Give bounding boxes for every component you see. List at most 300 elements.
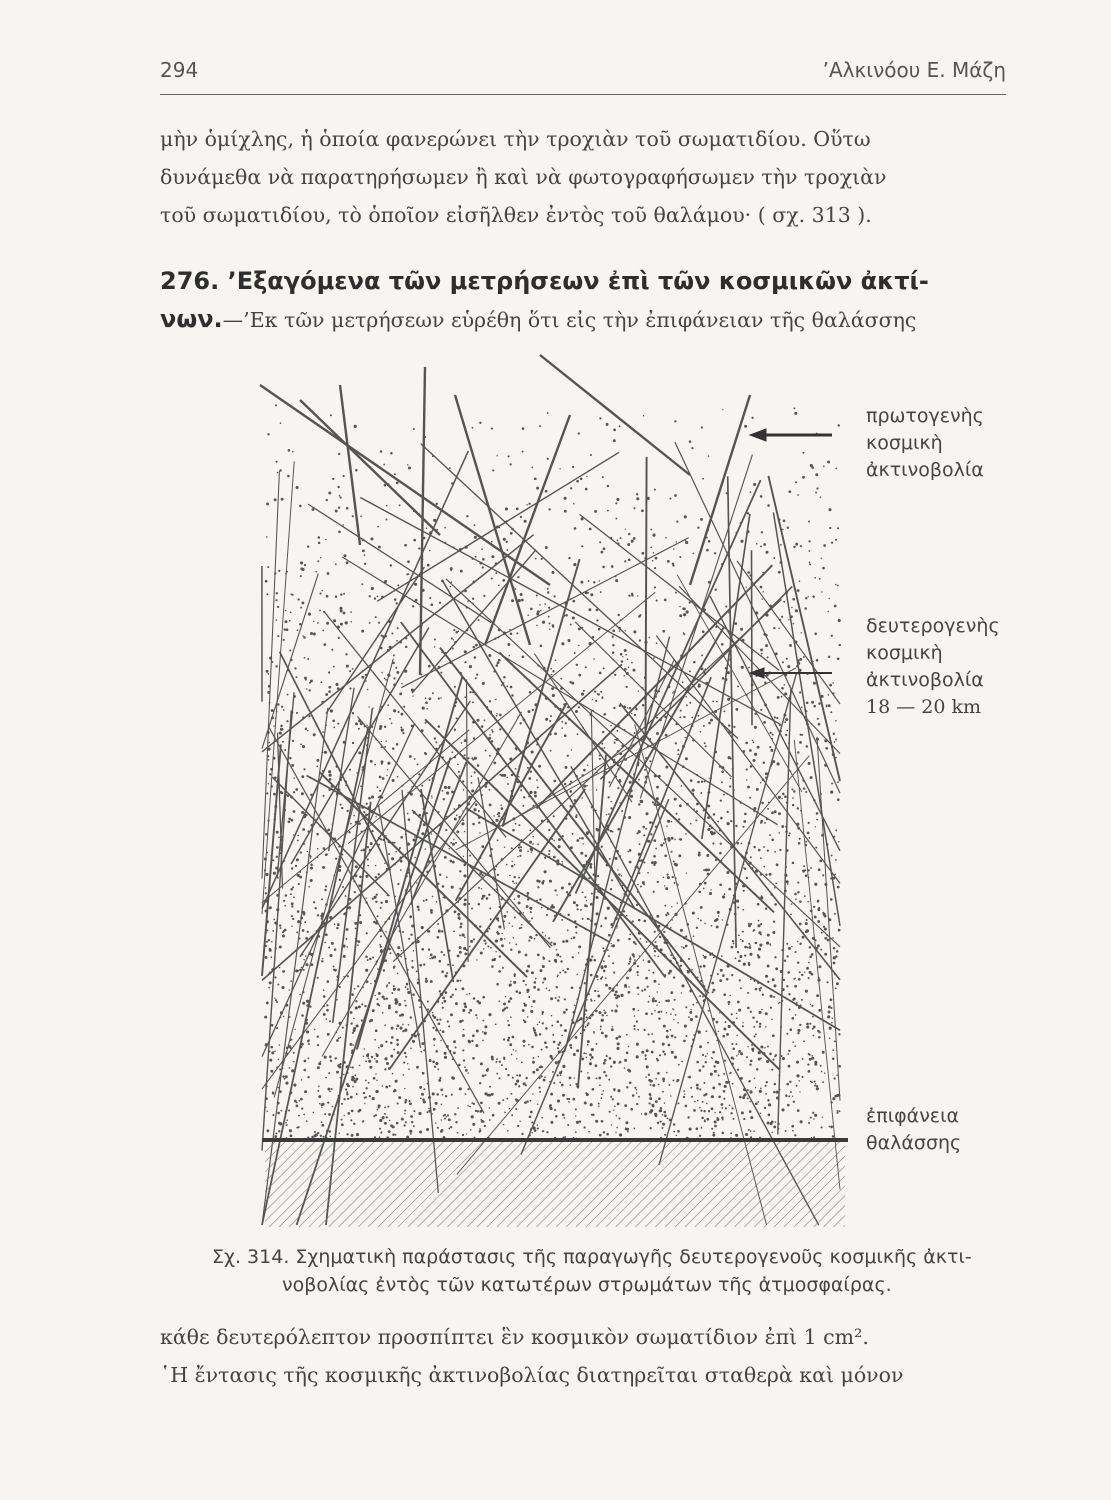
stipple-dot bbox=[606, 423, 609, 426]
stipple-dot bbox=[577, 908, 579, 910]
stipple-dot bbox=[806, 1023, 809, 1026]
stipple-dot bbox=[761, 1009, 763, 1011]
stipple-dot bbox=[836, 1112, 838, 1114]
stipple-dot bbox=[707, 805, 710, 808]
stipple-dot bbox=[797, 1029, 800, 1032]
stipple-dot bbox=[747, 571, 750, 574]
stipple-dot bbox=[637, 1029, 639, 1031]
stipple-dot bbox=[772, 1034, 775, 1037]
stipple-dot bbox=[411, 1121, 413, 1123]
stipple-dot bbox=[392, 1125, 395, 1128]
stipple-dot bbox=[506, 685, 508, 687]
stipple-dot bbox=[598, 1105, 600, 1107]
stipple-dot bbox=[367, 858, 369, 860]
stipple-dot bbox=[534, 1129, 537, 1132]
stipple-dot bbox=[601, 1014, 603, 1016]
stipple-dot bbox=[274, 1135, 277, 1138]
stipple-dot bbox=[656, 1058, 658, 1060]
stipple-dot bbox=[606, 1015, 608, 1017]
stipple-dot bbox=[319, 610, 321, 612]
stipple-dot bbox=[838, 619, 841, 622]
stipple-dot bbox=[599, 417, 601, 419]
stipple-dot bbox=[750, 978, 752, 980]
stipple-dot bbox=[518, 951, 521, 954]
stipple-dot bbox=[658, 1084, 660, 1086]
stipple-dot bbox=[378, 622, 380, 624]
stipple-dot bbox=[321, 1121, 323, 1123]
stipple-dot bbox=[722, 1119, 724, 1121]
stipple-dot bbox=[569, 1044, 572, 1047]
stipple-dot bbox=[316, 759, 319, 762]
caption-line: νοβολίας ἐντὸς τῶν κατωτέρων στρωμάτων τῆς ἀτμοσφαίρας. bbox=[282, 1274, 892, 1296]
stipple-dot bbox=[547, 458, 549, 460]
stipple-dot bbox=[503, 1038, 505, 1040]
stipple-dot bbox=[728, 888, 731, 891]
stipple-dot bbox=[520, 927, 522, 929]
stipple-dot bbox=[737, 906, 739, 908]
stipple-dot bbox=[336, 1071, 339, 1074]
stipple-dot bbox=[361, 1019, 363, 1021]
stipple-dot bbox=[809, 562, 811, 564]
stipple-dot bbox=[672, 563, 674, 565]
stipple-dot bbox=[368, 797, 371, 800]
stipple-dot bbox=[557, 1047, 559, 1049]
stipple-dot bbox=[802, 936, 805, 939]
stipple-dot bbox=[304, 564, 306, 566]
stipple-dot bbox=[306, 688, 308, 690]
stipple-dot bbox=[569, 790, 572, 793]
stipple-dot bbox=[502, 579, 505, 582]
stipple-dot bbox=[594, 510, 597, 513]
stipple-dot bbox=[700, 920, 702, 922]
stipple-dot bbox=[802, 1058, 804, 1060]
stipple-dot bbox=[627, 543, 630, 546]
stipple-dot bbox=[400, 713, 403, 716]
stipple-dot bbox=[310, 632, 313, 635]
stipple-dot bbox=[552, 670, 554, 672]
stipple-dot bbox=[765, 975, 768, 978]
stipple-dot bbox=[602, 566, 605, 569]
stipple-dot bbox=[549, 628, 551, 630]
stipple-dot bbox=[474, 656, 477, 659]
stipple-dot bbox=[613, 971, 615, 973]
stipple-dot bbox=[638, 803, 640, 805]
stipple-dot bbox=[752, 1016, 754, 1018]
stipple-dot bbox=[795, 609, 798, 612]
stipple-dot bbox=[788, 1095, 790, 1097]
stipple-dot bbox=[598, 1103, 600, 1105]
stipple-dot bbox=[380, 946, 382, 948]
stipple-dot bbox=[471, 908, 473, 910]
stipple-dot bbox=[521, 599, 524, 602]
stipple-dot bbox=[786, 943, 788, 945]
stipple-dot bbox=[601, 976, 603, 978]
stipple-dot bbox=[533, 986, 536, 989]
stipple-dot bbox=[323, 795, 325, 797]
stipple-dot bbox=[599, 1134, 602, 1137]
stipple-dot bbox=[285, 894, 288, 897]
stipple-dot bbox=[546, 988, 548, 990]
stipple-dot bbox=[374, 995, 375, 996]
stipple-dot bbox=[276, 461, 278, 463]
stipple-dot bbox=[749, 1110, 752, 1113]
stipple-dot bbox=[512, 829, 515, 832]
stipple-dot bbox=[606, 1133, 609, 1136]
stipple-dot bbox=[648, 1001, 650, 1003]
stipple-dot bbox=[453, 930, 455, 932]
stipple-dot bbox=[619, 1061, 622, 1064]
stipple-dot bbox=[481, 548, 483, 550]
stipple-dot bbox=[641, 509, 644, 512]
stipple-dot bbox=[340, 593, 342, 595]
stipple-dot bbox=[422, 1072, 425, 1075]
stipple-dot bbox=[565, 722, 567, 724]
stipple-dot bbox=[702, 630, 705, 633]
stipple-dot bbox=[431, 957, 434, 960]
stipple-dot bbox=[839, 1110, 841, 1112]
stipple-dot bbox=[628, 667, 630, 669]
stipple-dot bbox=[338, 453, 340, 455]
stipple-dot bbox=[468, 1012, 470, 1014]
stipple-dot bbox=[392, 1073, 394, 1075]
stipple-dot bbox=[829, 1126, 831, 1128]
stipple-dot bbox=[330, 709, 333, 712]
stipple-dot bbox=[643, 1029, 645, 1031]
stipple-dot bbox=[438, 960, 441, 963]
stipple-dot bbox=[629, 958, 631, 960]
stipple-dot bbox=[377, 526, 379, 528]
stipple-dot bbox=[685, 1006, 687, 1008]
stipple-dot bbox=[783, 979, 785, 981]
stipple-dot bbox=[572, 833, 574, 835]
stipple-dot bbox=[610, 725, 612, 727]
stipple-dot bbox=[353, 1018, 355, 1020]
stipple-dot bbox=[615, 991, 618, 994]
stipple-dot bbox=[554, 780, 557, 783]
stipple-dot bbox=[599, 541, 601, 543]
stipple-dot bbox=[833, 733, 835, 735]
stipple-dot bbox=[674, 999, 676, 1001]
stipple-dot bbox=[835, 468, 837, 470]
stipple-dot bbox=[567, 1124, 569, 1126]
stipple-dot bbox=[421, 832, 424, 835]
stipple-dot bbox=[307, 1076, 309, 1078]
stipple-dot bbox=[667, 876, 670, 879]
stipple-dot bbox=[476, 959, 477, 960]
stipple-dot bbox=[726, 978, 729, 981]
stipple-dot bbox=[561, 721, 563, 723]
stipple-dot bbox=[370, 538, 373, 541]
stipple-dot bbox=[708, 540, 711, 543]
stipple-dot bbox=[837, 657, 840, 660]
stipple-dot bbox=[696, 1084, 699, 1087]
stipple-dot bbox=[526, 970, 529, 973]
stipple-dot bbox=[631, 540, 634, 543]
stipple-dot bbox=[696, 1127, 699, 1130]
stipple-dot bbox=[653, 657, 655, 659]
stipple-dot bbox=[398, 711, 400, 713]
stipple-dot bbox=[600, 591, 602, 593]
stipple-dot bbox=[530, 911, 532, 913]
stipple-dot bbox=[462, 1134, 464, 1136]
stipple-dot bbox=[520, 593, 523, 596]
stipple-dot bbox=[326, 595, 329, 598]
stipple-dot bbox=[763, 866, 765, 868]
stipple-dot bbox=[636, 971, 638, 973]
particle-track bbox=[817, 737, 840, 1101]
stipple-dot bbox=[818, 1036, 821, 1039]
stipple-dot bbox=[833, 947, 836, 950]
stipple-dot bbox=[581, 797, 583, 799]
stipple-dot bbox=[411, 966, 413, 968]
stipple-dot bbox=[610, 888, 612, 890]
stipple-dot bbox=[612, 629, 615, 632]
stipple-dot bbox=[341, 1119, 343, 1121]
stipple-dot bbox=[816, 487, 818, 489]
stipple-dot bbox=[789, 1008, 791, 1010]
stipple-dot bbox=[384, 1057, 387, 1060]
stipple-dot bbox=[469, 993, 470, 994]
stipple-dot bbox=[335, 510, 338, 513]
stipple-dot bbox=[749, 1101, 751, 1103]
stipple-dot bbox=[524, 520, 527, 523]
stipple-dot bbox=[628, 533, 630, 535]
stipple-dot bbox=[374, 597, 376, 599]
stipple-dot bbox=[628, 963, 630, 965]
stipple-dot bbox=[578, 432, 580, 434]
stipple-dot bbox=[604, 965, 607, 968]
stipple-dot bbox=[656, 717, 658, 719]
stipple-dot bbox=[325, 854, 328, 857]
stipple-dot bbox=[634, 714, 636, 716]
stipple-dot bbox=[455, 631, 458, 634]
stipple-dot bbox=[652, 560, 654, 562]
stipple-dot bbox=[785, 718, 788, 721]
stipple-dot bbox=[354, 891, 356, 893]
stipple-dot bbox=[746, 1056, 748, 1058]
stipple-dot bbox=[739, 955, 742, 958]
stipple-dot bbox=[605, 977, 607, 979]
stipple-dot bbox=[523, 1045, 525, 1047]
stipple-dot bbox=[443, 798, 445, 800]
particle-track bbox=[348, 592, 655, 843]
stipple-dot bbox=[397, 584, 399, 586]
stipple-dot bbox=[830, 998, 833, 1001]
stipple-dot bbox=[364, 1103, 365, 1104]
stipple-dot bbox=[765, 1093, 767, 1095]
stipple-dot bbox=[322, 731, 324, 733]
stipple-dot bbox=[591, 1056, 594, 1059]
stipple-dot bbox=[329, 1055, 332, 1058]
stipple-dot bbox=[596, 1077, 598, 1079]
stipple-dot bbox=[686, 704, 688, 706]
stipple-dot bbox=[614, 742, 616, 744]
stipple-dot bbox=[561, 642, 564, 645]
stipple-dot bbox=[369, 1066, 372, 1069]
stipple-dot bbox=[630, 956, 631, 957]
stipple-dot bbox=[621, 810, 623, 812]
stipple-dot bbox=[818, 702, 820, 704]
stipple-dot bbox=[515, 944, 517, 946]
stipple-dot bbox=[753, 1130, 755, 1132]
stipple-dot bbox=[482, 682, 485, 685]
stipple-dot bbox=[317, 1044, 319, 1046]
stipple-dot bbox=[514, 898, 516, 900]
stipple-dot bbox=[706, 1103, 708, 1105]
stipple-dot bbox=[689, 1128, 692, 1131]
stipple-dot bbox=[322, 1103, 325, 1106]
stipple-dot bbox=[532, 1071, 535, 1074]
stipple-dot bbox=[463, 874, 466, 877]
stipple-dot bbox=[439, 874, 441, 876]
stipple-dot bbox=[594, 990, 596, 992]
stipple-dot bbox=[777, 696, 780, 699]
stipple-dot bbox=[628, 991, 630, 993]
stipple-dot bbox=[690, 823, 692, 825]
stipple-dot bbox=[460, 570, 463, 573]
stipple-dot bbox=[723, 710, 725, 712]
stipple-dot bbox=[660, 1107, 663, 1110]
stipple-dot bbox=[382, 1012, 384, 1014]
stipple-dot bbox=[828, 704, 831, 707]
stipple-dot bbox=[269, 948, 271, 950]
stipple-dot bbox=[663, 1025, 666, 1028]
label-line: δευτερογενὴς bbox=[866, 615, 1000, 637]
stipple-dot bbox=[650, 1080, 653, 1083]
stipple-dot bbox=[375, 1029, 378, 1032]
stipple-dot bbox=[756, 1021, 758, 1023]
stipple-dot bbox=[538, 1086, 540, 1088]
stipple-dot bbox=[330, 1060, 332, 1062]
stipple-dot bbox=[363, 811, 365, 813]
stipple-dot bbox=[555, 659, 557, 661]
stipple-dot bbox=[645, 828, 647, 830]
stipple-dot bbox=[266, 536, 268, 538]
stipple-dot bbox=[730, 1132, 732, 1134]
stipple-dot bbox=[474, 771, 476, 773]
stipple-dot bbox=[677, 753, 679, 755]
stipple-dot bbox=[613, 1061, 616, 1064]
stipple-dot bbox=[731, 946, 734, 949]
stipple-dot bbox=[820, 1065, 822, 1067]
stipple-dot bbox=[641, 1113, 642, 1114]
stipple-dot bbox=[674, 882, 676, 884]
stipple-dot bbox=[481, 725, 484, 728]
stipple-dot bbox=[509, 1043, 512, 1046]
stipple-dot bbox=[723, 1090, 726, 1093]
stipple-dot bbox=[322, 1136, 324, 1138]
stipple-dot bbox=[760, 545, 762, 547]
stipple-dot bbox=[305, 963, 308, 966]
stipple-dot bbox=[438, 1079, 441, 1082]
stipple-dot bbox=[298, 1100, 300, 1102]
stipple-dot bbox=[793, 978, 795, 980]
stipple-dot bbox=[365, 1096, 367, 1098]
stipple-dot bbox=[830, 791, 833, 794]
stipple-dot bbox=[426, 527, 428, 529]
stipple-dot bbox=[354, 1074, 356, 1076]
stipple-dot bbox=[690, 1087, 692, 1089]
stipple-dot bbox=[765, 1012, 768, 1015]
stipple-dot bbox=[537, 886, 539, 888]
stipple-dot bbox=[629, 849, 632, 852]
stipple-dot bbox=[444, 1052, 447, 1055]
stipple-dot bbox=[778, 812, 781, 815]
stipple-dot bbox=[635, 943, 637, 945]
stipple-dot bbox=[708, 1010, 710, 1012]
stipple-dot bbox=[436, 1093, 439, 1096]
stipple-dot bbox=[429, 931, 431, 933]
stipple-dot bbox=[448, 848, 449, 849]
stipple-dot bbox=[353, 815, 355, 817]
stipple-dot bbox=[791, 903, 792, 904]
stipple-dot bbox=[355, 722, 358, 725]
stipple-dot bbox=[550, 750, 552, 752]
stipple-dot bbox=[711, 925, 713, 927]
stipple-dot bbox=[736, 1055, 738, 1057]
stipple-dot bbox=[324, 751, 327, 754]
stipple-dot bbox=[612, 636, 614, 638]
particle-track bbox=[260, 385, 550, 585]
stipple-dot bbox=[797, 961, 799, 963]
stipple-dot bbox=[297, 920, 300, 923]
stipple-dot bbox=[390, 1055, 393, 1058]
stipple-dot bbox=[422, 707, 425, 710]
stipple-dot bbox=[451, 751, 453, 753]
stipple-dot bbox=[374, 1039, 376, 1041]
stipple-dot bbox=[366, 897, 368, 899]
stipple-dot bbox=[275, 665, 277, 667]
stipple-dot bbox=[796, 1085, 798, 1087]
stipple-dot bbox=[670, 927, 672, 929]
stipple-dot bbox=[358, 1005, 361, 1008]
stipple-dot bbox=[670, 991, 673, 994]
stipple-dot bbox=[685, 945, 688, 948]
stipple-dot bbox=[548, 960, 550, 962]
stipple-dot bbox=[727, 698, 730, 701]
stipple-dot bbox=[567, 968, 569, 970]
stipple-dot bbox=[752, 741, 754, 743]
stipple-dot bbox=[380, 1132, 382, 1134]
stipple-dot bbox=[379, 790, 381, 792]
stipple-dot bbox=[800, 545, 802, 547]
label-line: κοσμικὴ bbox=[866, 642, 943, 664]
stipple-dot bbox=[747, 512, 749, 514]
stipple-dot bbox=[826, 704, 828, 706]
stipple-dot bbox=[337, 923, 340, 926]
stipple-dot bbox=[822, 567, 825, 570]
stipple-dot bbox=[376, 998, 378, 1000]
stipple-dot bbox=[310, 680, 313, 683]
stipple-dot bbox=[352, 1032, 354, 1034]
stipple-dot bbox=[751, 1048, 754, 1051]
stipple-dot bbox=[701, 654, 703, 656]
stipple-dot bbox=[580, 478, 583, 481]
stipple-dot bbox=[411, 960, 413, 962]
stipple-dot bbox=[681, 946, 683, 948]
stipple-dot bbox=[652, 972, 654, 974]
stipple-dot bbox=[293, 1061, 295, 1063]
stipple-dot bbox=[831, 854, 833, 856]
stipple-dot bbox=[558, 838, 561, 841]
stipple-dot bbox=[835, 739, 837, 741]
stipple-dot bbox=[753, 483, 756, 486]
stipple-dot bbox=[759, 1090, 762, 1093]
stipple-dot bbox=[557, 1074, 559, 1076]
stipple-dot bbox=[365, 1087, 367, 1089]
stipple-dot bbox=[585, 666, 587, 668]
stipple-dot bbox=[510, 686, 513, 689]
